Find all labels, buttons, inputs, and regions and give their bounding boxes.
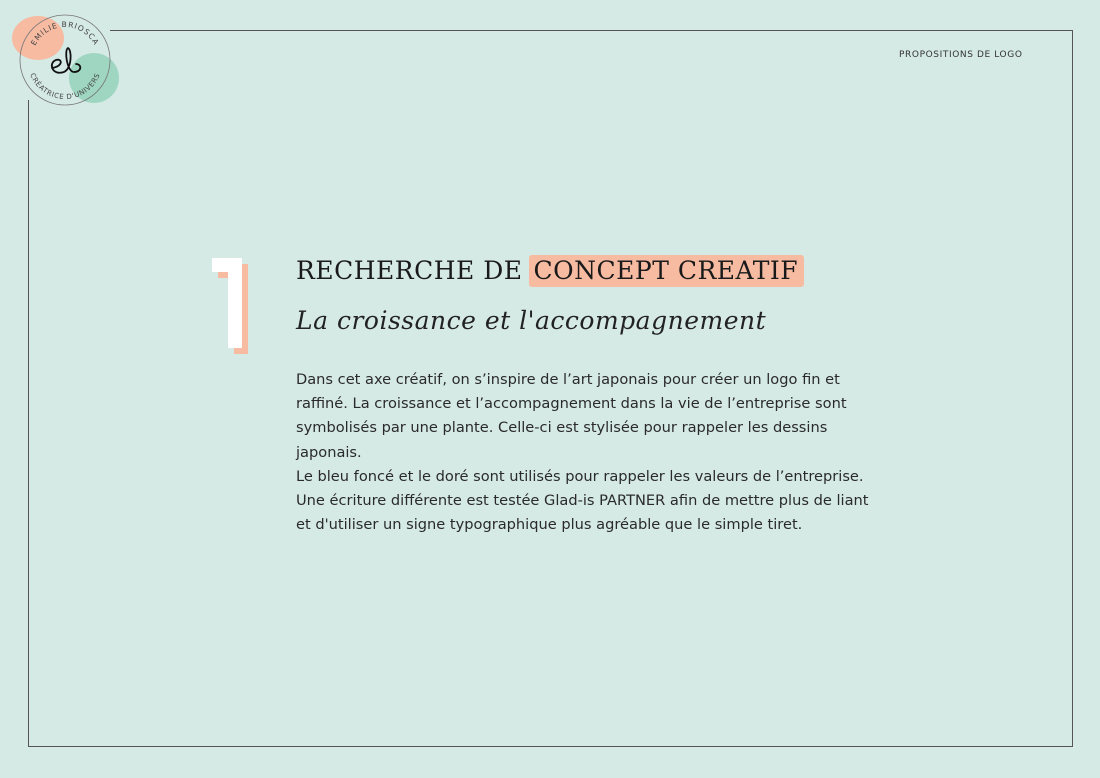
- frame-top: [110, 30, 1073, 31]
- section-number: [208, 250, 258, 360]
- section-label: PROPOSITIONS DE LOGO: [899, 50, 1023, 60]
- frame-bottom: [28, 746, 1073, 747]
- svg-text:EMILIE BRIOSCA: EMILIE BRIOSCA: [28, 19, 102, 47]
- body-paragraph: Dans cet axe créatif, on s’inspire de l’art japonais pour créer un logo fin et raffiné. La croissance et l’accompagnement dans la vie de l’entreprise sont symbolisés par une plante. Celle-ci est stylisée pour rappeler les dessins japonais.: [296, 371, 847, 461]
- frame-left: [28, 100, 29, 747]
- title-prefix: RECHERCHE DE: [296, 256, 523, 285]
- frame-right: [1072, 30, 1073, 747]
- body-paragraph: Le bleu foncé et le doré sont utilisés pour rappeler les valeurs de l’entreprise. Une écriture différente est testée Glad-is PARTNER afin de mettre plus de liant et d'utiliser un signe typographique plus agréable que le simple tiret.: [296, 467, 869, 534]
- brand-logo: [12, 10, 122, 110]
- section-title: [296, 256, 804, 285]
- svg-text:CRÉATRICE D'UNIVERS: CRÉATRICE D'UNIVERS: [28, 71, 102, 102]
- section-body: [296, 368, 876, 537]
- title-highlight: CONCEPT CREATIF: [529, 255, 805, 287]
- section-subtitle: La croissance et l'accompagnement: [296, 306, 767, 335]
